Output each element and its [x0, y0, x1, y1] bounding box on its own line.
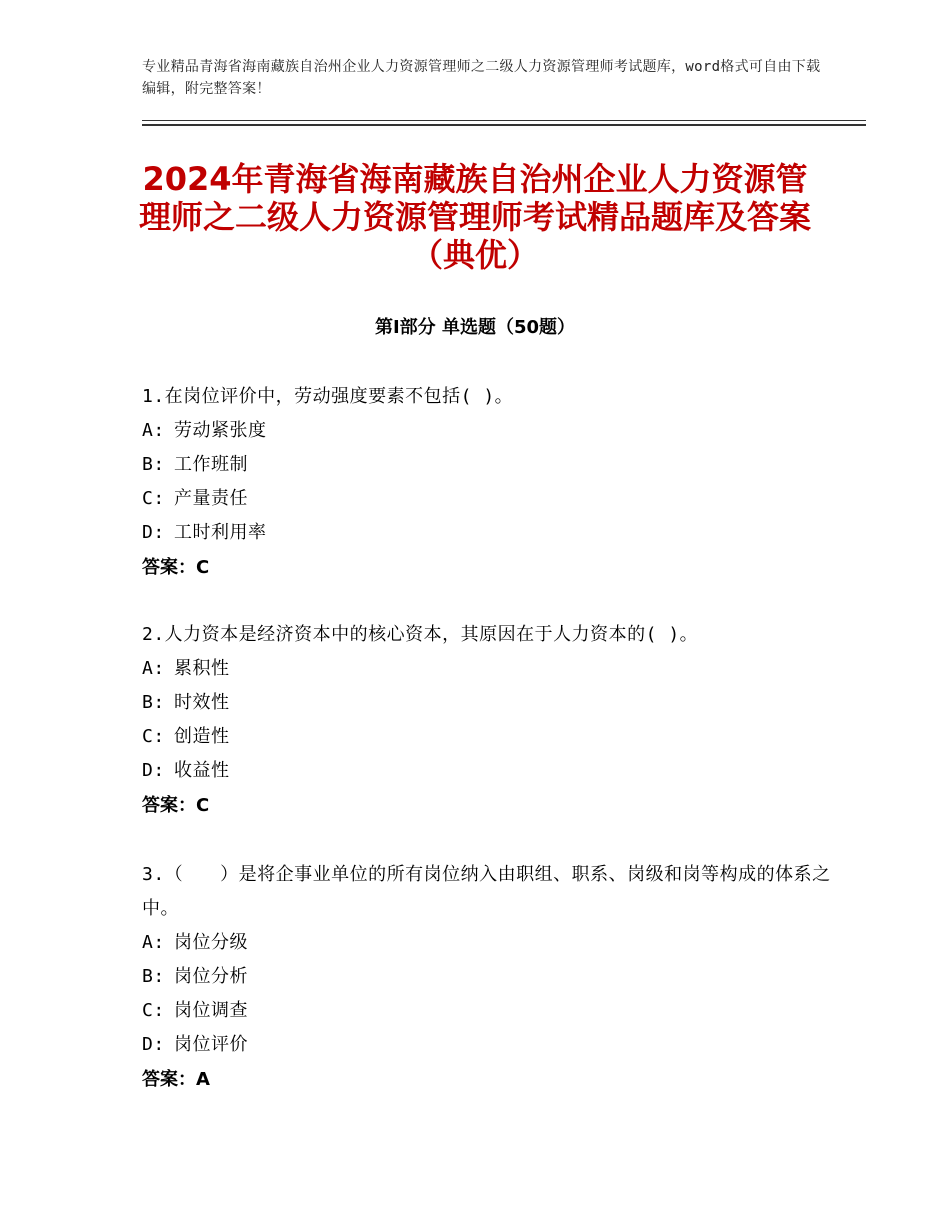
- option-c: [142, 482, 832, 516]
- option-a: [142, 652, 832, 686]
- option-key: A:: [142, 932, 165, 953]
- option-key: B:: [142, 966, 165, 987]
- option-b: [142, 686, 832, 720]
- header-divider-thick: [142, 124, 866, 126]
- header-note: 专业精品青海省海南藏族自治州企业人力资源管理师之二级人力资源管理师考试题库，word格式可自由下载编辑，附完整答案！: [142, 59, 821, 97]
- option-c: [142, 994, 832, 1028]
- document-title: 2024年青海省海南藏族自治州企业人力资源管理师之二级人力资源管理师考试精品题库及答案（典优）: [138, 160, 811, 274]
- option-text: 创造性: [174, 726, 230, 747]
- question-3: [142, 858, 832, 1098]
- option-key: B:: [142, 692, 165, 713]
- answer: 答案：C: [142, 795, 210, 816]
- option-text: 岗位分析: [174, 966, 248, 987]
- option-text: 岗位调查: [174, 1000, 248, 1021]
- option-key: C:: [142, 488, 165, 509]
- option-key: D:: [142, 522, 165, 543]
- option-text: 时效性: [174, 692, 230, 713]
- option-text: 工作班制: [174, 454, 248, 475]
- option-text: 工时利用率: [174, 522, 267, 543]
- option-key: D:: [142, 1034, 165, 1055]
- answer: 答案：A: [142, 1069, 210, 1090]
- answer: 答案：C: [142, 557, 210, 578]
- option-c: [142, 720, 832, 754]
- option-key: C:: [142, 1000, 165, 1021]
- option-a: [142, 926, 832, 960]
- question-stem: 3.（ ）是将企事业单位的所有岗位纳入由职组、职系、岗级和岗等构成的体系之中。: [142, 864, 831, 919]
- question-stem: 2.人力资本是经济资本中的核心资本，其原因在于人力资本的( )。: [142, 624, 699, 645]
- option-text: 累积性: [174, 658, 230, 679]
- option-text: 产量责任: [174, 488, 248, 509]
- option-text: 劳动紧张度: [174, 420, 267, 441]
- option-key: A:: [142, 420, 165, 441]
- option-a: [142, 414, 832, 448]
- option-text: 收益性: [174, 760, 230, 781]
- option-key: B:: [142, 454, 165, 475]
- option-text: 岗位评价: [174, 1034, 248, 1055]
- option-d: [142, 1028, 832, 1062]
- header-divider-thin: [142, 120, 866, 121]
- option-b: [142, 960, 832, 994]
- question-stem: 1.在岗位评价中，劳动强度要素不包括( )。: [142, 386, 514, 407]
- option-key: D:: [142, 760, 165, 781]
- option-key: C:: [142, 726, 165, 747]
- question-2: [142, 618, 832, 824]
- question-1: [142, 380, 832, 586]
- section-title: 第Ⅰ部分 单选题（50题）: [374, 317, 575, 338]
- option-d: [142, 754, 832, 788]
- option-text: 岗位分级: [174, 932, 248, 953]
- option-b: [142, 448, 832, 482]
- option-key: A:: [142, 658, 165, 679]
- option-d: [142, 516, 832, 550]
